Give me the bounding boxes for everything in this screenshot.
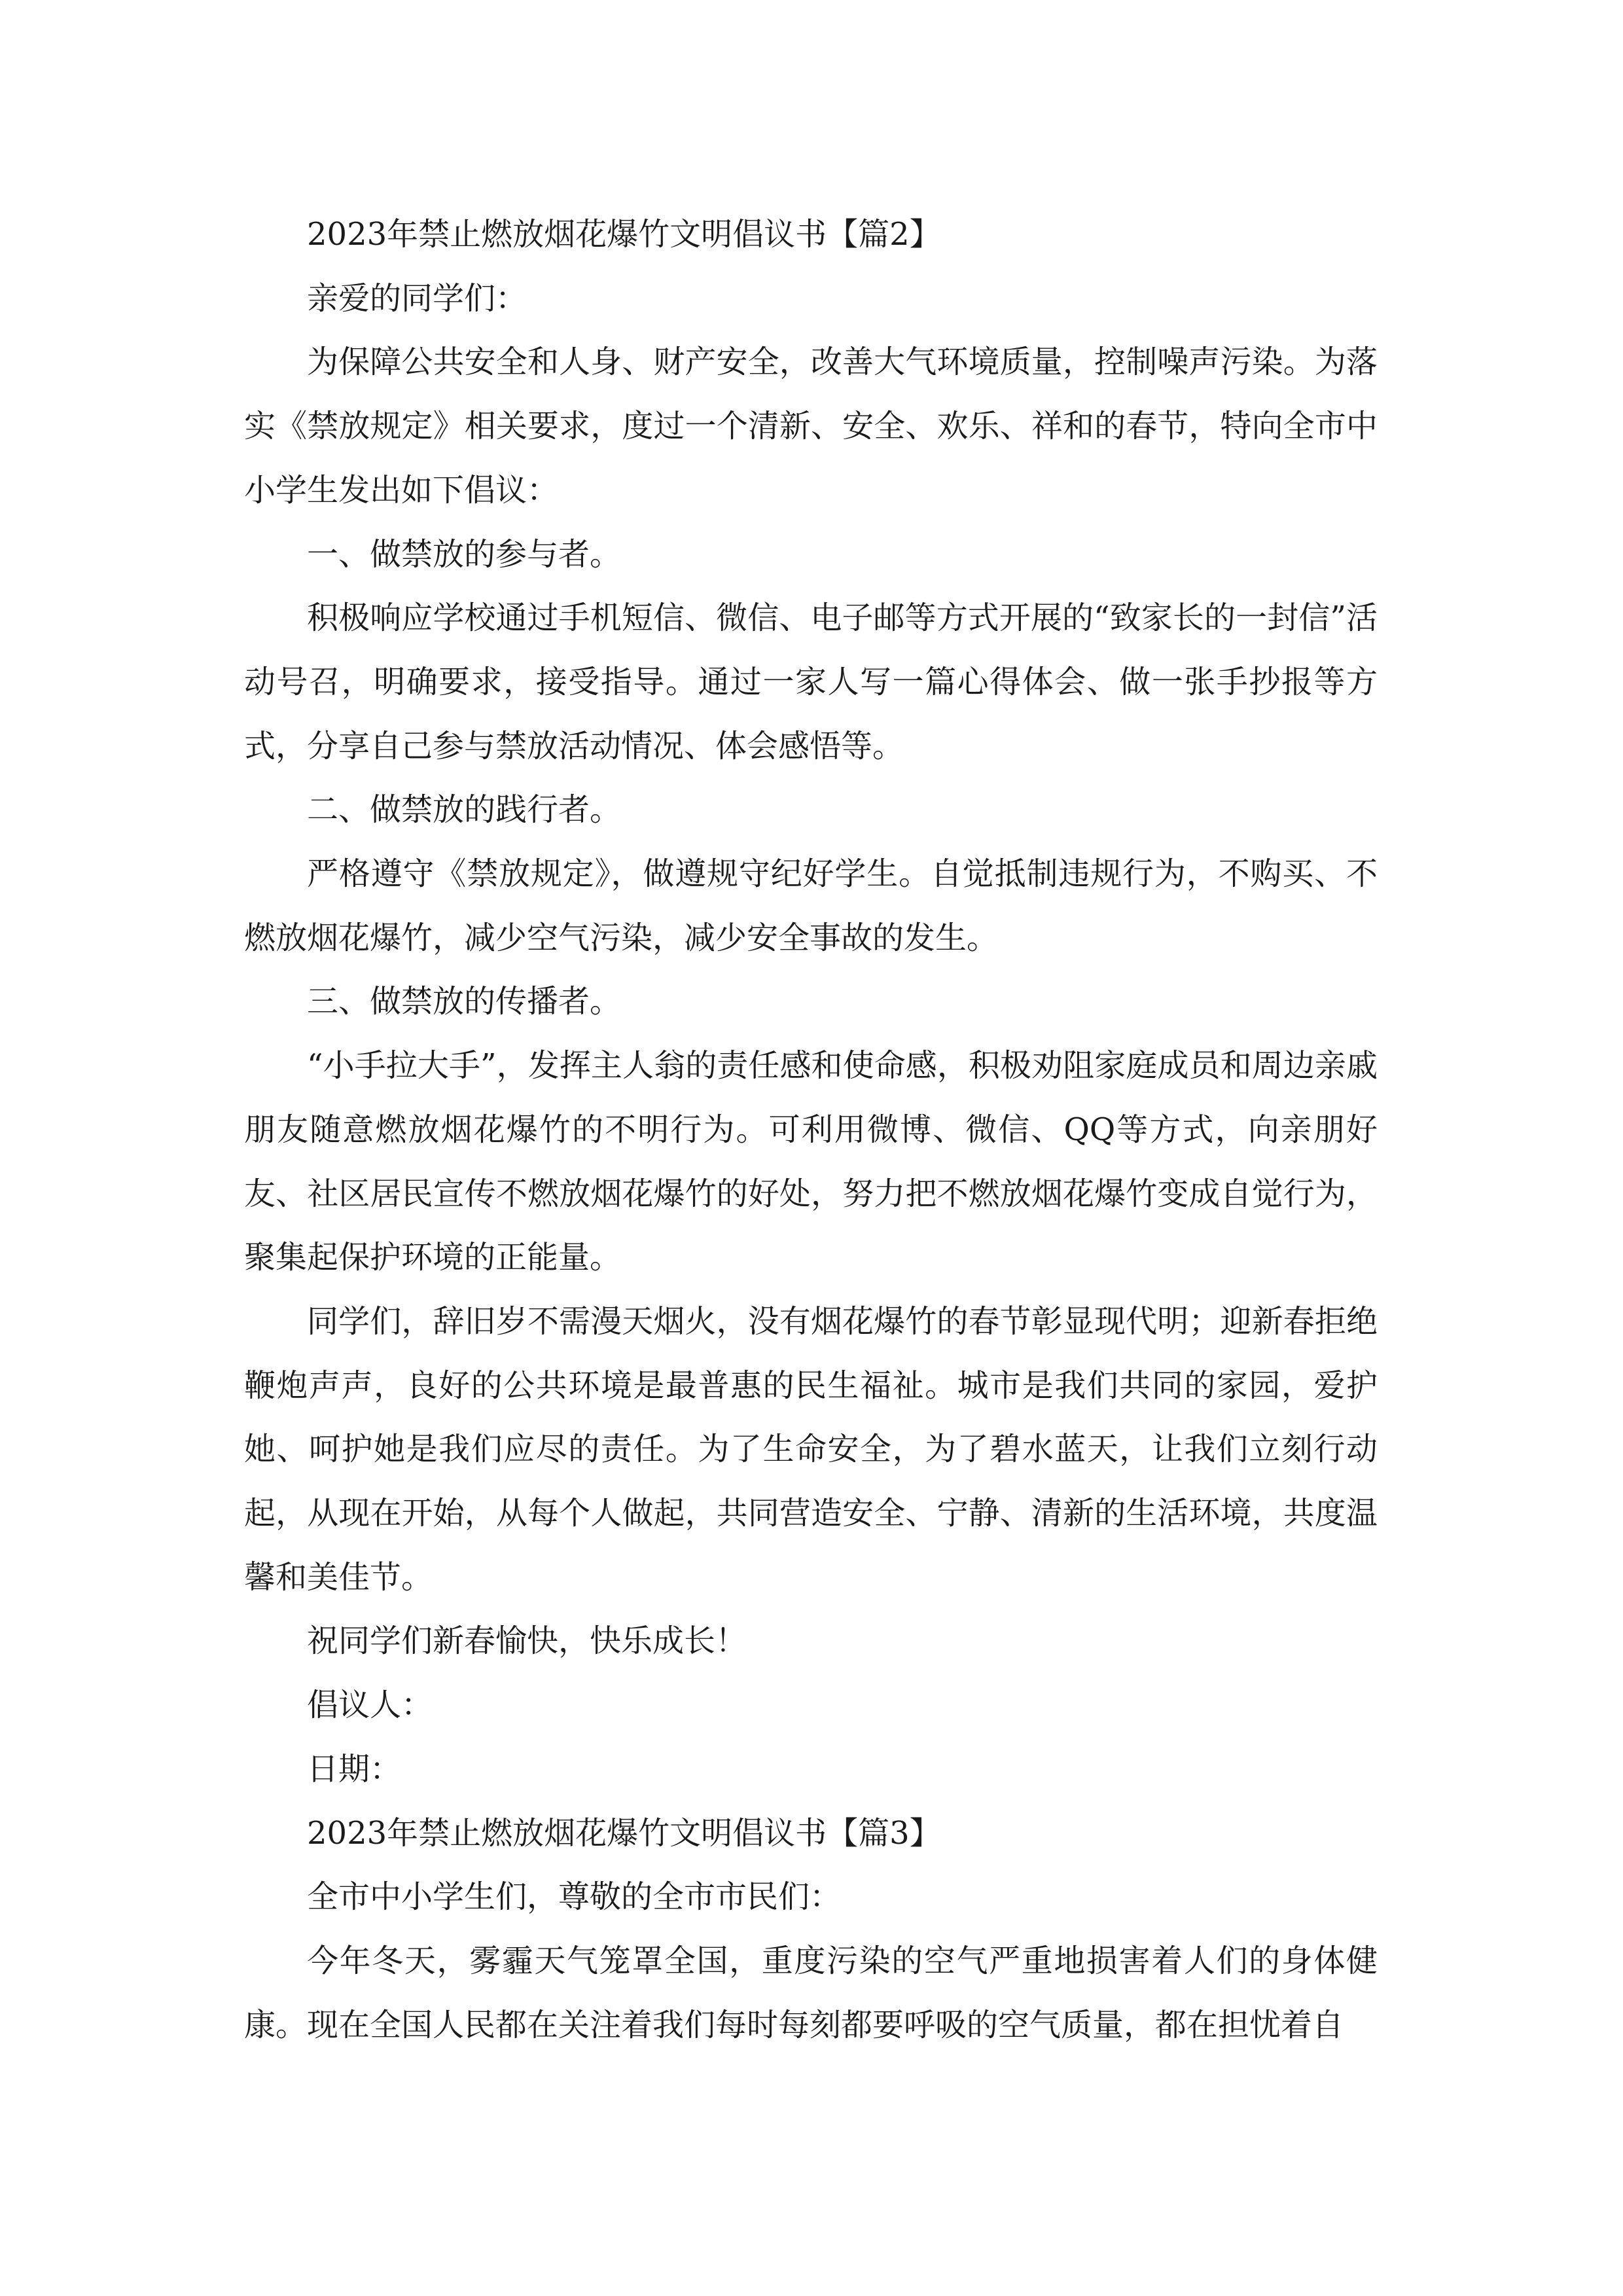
body-paragraph: “小手拉大手”，发挥主人翁的责任感和使命感，积极劝阻家庭成员和周边亲戚朋友随意燃放烟花爆竹的不明行为。可利用微博、微信、QQ等方式，向亲朋好友、社区居民宣传不燃放烟花爆竹的好处，努力把不燃放烟花爆竹变成自觉行为，聚集起保护环境的正能量。 xyxy=(244,1047,1378,1276)
body-paragraph: 严格遵守《禁放规定》，做遵规守纪好学生。自觉抵制违规行为，不购买、不燃放烟花爆竹，减少空气污染，减少安全事故的发生。 xyxy=(244,855,1378,956)
body-paragraph: 积极响应学校通过手机短信、微信、电子邮等方式开展的“致家长的一封信”活动号召，明确要求，接受指导。通过一家人写一篇心得体会、做一张手抄报等方式，分享自己参与禁放活动情况、体会感悟等。 xyxy=(244,600,1378,764)
date-label: 日期： xyxy=(307,1750,402,1787)
heading-practitioner: 二、做禁放的践行者。 xyxy=(307,791,622,829)
document-body xyxy=(244,203,1378,2057)
closing-wish: 祝同学们新春愉快，快乐成长！ xyxy=(307,1623,747,1660)
heading-participant: 一、做禁放的参与者。 xyxy=(307,535,622,573)
body-paragraph: 为保障公共安全和人身、财产安全，改善大气环境质量，控制噪声污染。为落实《禁放规定》相关要求，度过一个清新、安全、欢乐、祥和的春节，特向全市中小学生发出如下倡议： xyxy=(244,344,1378,509)
body-paragraph: 同学们，辞旧岁不需漫天烟火，没有烟花爆竹的春节彰显现代明；迎新春拒绝鞭炮声声，良好的公共环境是最普惠的民生福祉。城市是我们共同的家园，爱护她、呵护她是我们应尽的责任。为了生命安全，为了碧水蓝天，让我们立刻行动起，从现在开始，从每个人做起，共同营造安全、宁静、清新的生活环境，共度温馨和美佳节。 xyxy=(244,1302,1378,1596)
signature-label: 倡议人： xyxy=(307,1687,433,1724)
section-title-part-2: 2023年禁止燃放烟花爆竹文明倡议书【篇2】 xyxy=(307,216,941,253)
heading-promoter: 三、做禁放的传播者。 xyxy=(307,983,622,1020)
salutation: 亲爱的同学们： xyxy=(307,279,527,317)
body-paragraph: 今年冬天，雾霾天气笼罩全国，重度污染的空气严重地损害着人们的身体健康。现在全国人民都在关注着我们每时每刻都要呼吸的空气质量，都在担忧着自 xyxy=(244,1942,1378,2043)
salutation: 全市中小学生们，尊敬的全市市民们： xyxy=(307,1878,842,1916)
section-title-part-3: 2023年禁止燃放烟花爆竹文明倡议书【篇3】 xyxy=(307,1814,941,1852)
